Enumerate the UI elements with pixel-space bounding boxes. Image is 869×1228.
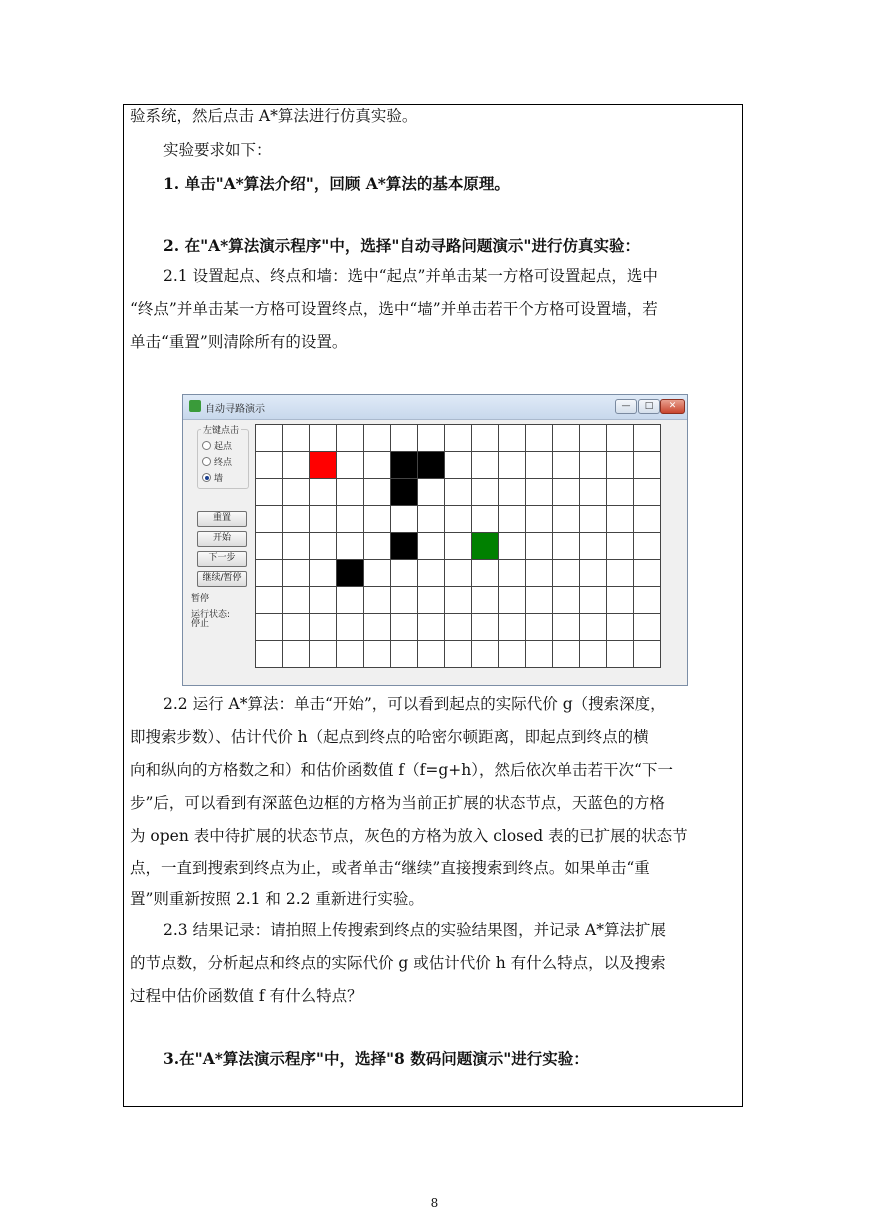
grid-cell[interactable] (472, 587, 499, 614)
grid-cell[interactable] (337, 506, 364, 533)
grid-cell[interactable] (364, 614, 391, 641)
grid-cell[interactable] (418, 560, 445, 587)
grid-cell[interactable] (337, 533, 364, 560)
grid-cell[interactable] (445, 641, 472, 668)
pathfinding-demo-window (182, 394, 688, 686)
step-2-2-line: 步”后，可以看到有深蓝色边框的方格为当前正扩展的状态节点，天蓝色的方格 (130, 794, 665, 812)
grid-cell[interactable] (580, 587, 607, 614)
grid-cell-end[interactable] (472, 533, 499, 560)
app-icon (189, 400, 201, 412)
grid-cell[interactable] (283, 452, 310, 479)
page-number: 8 (430, 1196, 439, 1210)
grid-cell[interactable] (310, 587, 337, 614)
grid-cell[interactable] (607, 587, 634, 614)
grid-cell[interactable] (445, 560, 472, 587)
grid-cell[interactable] (283, 614, 310, 641)
grid-cell[interactable] (310, 614, 337, 641)
grid-cell[interactable] (256, 479, 283, 506)
grid-cell[interactable] (580, 425, 607, 452)
radio-end-label: 终点 (214, 458, 233, 468)
radio-dot-icon (202, 441, 211, 450)
grid-cell[interactable] (391, 641, 418, 668)
radio-dot-icon (202, 457, 211, 466)
grid-cell-wall[interactable] (418, 452, 445, 479)
step-2-2-line: 即搜索步数）、估计代价 h（起点到终点的哈密尔顿距离，即起点到终点的横 (130, 728, 649, 746)
grid-cell[interactable] (337, 479, 364, 506)
grid-cell[interactable] (364, 641, 391, 668)
grid-cell[interactable] (472, 425, 499, 452)
pathfinding-grid[interactable] (255, 424, 661, 668)
grid-cell[interactable] (634, 479, 661, 506)
grid-cell[interactable] (580, 641, 607, 668)
grid-cell[interactable] (364, 560, 391, 587)
grid-cell[interactable] (580, 506, 607, 533)
grid-cell[interactable] (499, 506, 526, 533)
grid-cell[interactable] (310, 641, 337, 668)
grid-cell[interactable] (337, 452, 364, 479)
radio-dot-selected-icon (202, 473, 211, 482)
grid-cell[interactable] (580, 533, 607, 560)
grid-cell[interactable] (445, 452, 472, 479)
step-1-heading: 1. 单击"A*算法介绍"，回顾 A*算法的基本原理。 (163, 174, 510, 193)
grid-cell[interactable] (337, 614, 364, 641)
grid-cell[interactable] (310, 533, 337, 560)
grid-cell[interactable] (283, 479, 310, 506)
grid-cell[interactable] (526, 479, 553, 506)
grid-cell[interactable] (553, 452, 580, 479)
grid-cell[interactable] (391, 560, 418, 587)
run-status-value: 停止 (191, 619, 210, 629)
grid-cell[interactable] (607, 479, 634, 506)
grid-cell[interactable] (445, 587, 472, 614)
grid-cell[interactable] (526, 425, 553, 452)
grid-cell[interactable] (607, 614, 634, 641)
grid-cell[interactable] (634, 452, 661, 479)
grid-cell[interactable] (607, 560, 634, 587)
grid-cell[interactable] (607, 641, 634, 668)
step-2-2-line: 点，一直到搜索到终点为止，或者单击“继续”直接搜索到终点。如果单击“重 (130, 859, 650, 877)
radio-wall[interactable] (202, 471, 223, 484)
paragraph-intro: 验系统，然后点击 A*算法进行仿真实验。 (130, 107, 418, 125)
grid-cell[interactable] (283, 506, 310, 533)
grid-cell[interactable] (634, 533, 661, 560)
grid-cell[interactable] (391, 587, 418, 614)
grid-cell[interactable] (283, 560, 310, 587)
step-2-2-line: 置”则重新按照 2.1 和 2.2 重新进行实验。 (130, 890, 424, 908)
grid-cell[interactable] (391, 425, 418, 452)
grid-cell[interactable] (607, 506, 634, 533)
step-2-3-line: 过程中估价函数值 f 有什么特点？ (130, 987, 363, 1005)
grid-cell[interactable] (607, 425, 634, 452)
grid-cell[interactable] (553, 533, 580, 560)
grid-cell[interactable] (418, 533, 445, 560)
step-2-3-line: 2.3 结果记录：请拍照上传搜索到终点的实验结果图，并记录 A*算法扩展 (163, 921, 666, 939)
grid-cell[interactable] (526, 587, 553, 614)
grid-cell[interactable] (553, 479, 580, 506)
step-2-1-line: 单击“重置”则清除所有的设置。 (130, 333, 348, 351)
grid-cell[interactable] (283, 425, 310, 452)
grid-cell[interactable] (499, 425, 526, 452)
grid-cell[interactable] (472, 452, 499, 479)
step-2-2-line: 2.2 运行 A*算法：单击“开始”，可以看到起点的实际代价 g（搜索深度， (163, 695, 666, 713)
grid-cell[interactable] (256, 533, 283, 560)
grid-cell[interactable] (310, 479, 337, 506)
grid-cell[interactable] (472, 614, 499, 641)
grid-cell[interactable] (526, 533, 553, 560)
grid-cell[interactable] (310, 560, 337, 587)
step-2-3-line: 的节点数，分析起点和终点的实际代价 g 或估计代价 h 有什么特点，以及搜索 (130, 954, 666, 972)
window-title: 自动寻路演示 (205, 404, 265, 415)
grid-cell[interactable] (445, 425, 472, 452)
grid-cell[interactable] (337, 587, 364, 614)
grid-cell-wall[interactable] (337, 560, 364, 587)
grid-cell[interactable] (337, 641, 364, 668)
grid-cell[interactable] (634, 641, 661, 668)
grid-cell[interactable] (580, 560, 607, 587)
grid-cell[interactable] (445, 533, 472, 560)
click-mode-group (197, 426, 249, 489)
grid-cell[interactable] (499, 641, 526, 668)
grid-cell[interactable] (391, 506, 418, 533)
continue-pause-button[interactable]: 继续/暂停 (197, 571, 247, 587)
start-button[interactable]: 开始 (197, 531, 247, 547)
grid-cell[interactable] (607, 533, 634, 560)
grid-cell[interactable] (418, 587, 445, 614)
grid-cell[interactable] (256, 425, 283, 452)
grid-cell[interactable] (364, 506, 391, 533)
grid-cell[interactable] (553, 614, 580, 641)
step-2-heading: 2. 在"A*算法演示程序"中，选择"自动寻路问题演示"进行仿真实验： (163, 236, 641, 255)
grid-cell[interactable] (499, 587, 526, 614)
grid-cell[interactable] (634, 560, 661, 587)
minimize-icon[interactable]: — (615, 399, 637, 414)
grid-cell[interactable] (310, 425, 337, 452)
grid-cell[interactable] (499, 479, 526, 506)
paragraph-requirements: 实验要求如下： (163, 141, 272, 159)
grid-cell[interactable] (472, 560, 499, 587)
grid-cell[interactable] (553, 506, 580, 533)
grid-cell[interactable] (472, 479, 499, 506)
grid-cell[interactable] (418, 506, 445, 533)
step-3-heading: 3.在"A*算法演示程序"中，选择"8 数码问题演示"进行实验： (163, 1049, 589, 1068)
grid-cell-wall[interactable] (391, 479, 418, 506)
step-2-2-line: 向和纵向的方格数之和）和估价函数值 f（f=g+h），然后依次单击若干次“下一 (130, 761, 673, 779)
grid-cell[interactable] (364, 425, 391, 452)
grid-cell[interactable] (553, 560, 580, 587)
grid-cell[interactable] (526, 452, 553, 479)
grid-cell[interactable] (391, 614, 418, 641)
grid-cell[interactable] (472, 641, 499, 668)
grid-cell[interactable] (418, 425, 445, 452)
grid-cell-wall[interactable] (391, 533, 418, 560)
run-status-label: 运行状态: (191, 610, 231, 620)
grid-cell[interactable] (634, 425, 661, 452)
grid-cell[interactable] (364, 452, 391, 479)
grid-cell[interactable] (256, 641, 283, 668)
grid-cell[interactable] (445, 506, 472, 533)
next-step-button[interactable]: 下一步 (197, 551, 247, 567)
grid-cell[interactable] (553, 641, 580, 668)
grid-cell[interactable] (364, 479, 391, 506)
step-2-1-line: “终点”并单击某一方格可设置终点，选中“墙”并单击若干个方格可设置墙，若 (130, 300, 658, 318)
grid-cell[interactable] (256, 587, 283, 614)
grid-cell[interactable] (634, 614, 661, 641)
grid-cell[interactable] (580, 614, 607, 641)
grid-cell[interactable] (283, 533, 310, 560)
grid-cell[interactable] (364, 533, 391, 560)
grid-cell[interactable] (418, 614, 445, 641)
grid-cell[interactable] (526, 614, 553, 641)
grid-cell[interactable] (337, 425, 364, 452)
radio-start[interactable] (202, 439, 232, 452)
pause-label: 暂停 (191, 594, 210, 604)
grid-cell[interactable] (553, 425, 580, 452)
grid-cell[interactable] (445, 614, 472, 641)
grid-cell[interactable] (256, 506, 283, 533)
grid-cell[interactable] (418, 479, 445, 506)
grid-cell[interactable] (580, 479, 607, 506)
click-mode-label: 左键点击 (201, 423, 241, 436)
grid-cell[interactable] (283, 587, 310, 614)
grid-cell[interactable] (499, 533, 526, 560)
grid-cell[interactable] (472, 506, 499, 533)
step-2-2-line: 为 open 表中待扩展的状态节点，灰色的方格为放入 closed 表的已扩展的状态节 (130, 827, 688, 845)
grid-cell[interactable] (256, 614, 283, 641)
grid-cell[interactable] (580, 452, 607, 479)
radio-end[interactable] (202, 455, 232, 468)
grid-cell[interactable] (445, 479, 472, 506)
grid-cell[interactable] (607, 452, 634, 479)
grid-cell[interactable] (634, 587, 661, 614)
reset-button[interactable]: 重置 (197, 511, 247, 527)
grid-cell[interactable] (499, 614, 526, 641)
grid-cell[interactable] (499, 452, 526, 479)
grid-cell[interactable] (526, 506, 553, 533)
grid-cell[interactable] (256, 560, 283, 587)
grid-cell[interactable] (526, 560, 553, 587)
grid-cell-start[interactable] (310, 452, 337, 479)
maximize-icon[interactable]: □ (638, 399, 660, 414)
radio-wall-label: 墙 (214, 474, 224, 484)
grid-cell[interactable] (310, 506, 337, 533)
grid-cell[interactable] (553, 587, 580, 614)
close-icon[interactable]: ✕ (660, 399, 685, 414)
grid-cell[interactable] (418, 641, 445, 668)
grid-cell[interactable] (256, 452, 283, 479)
step-2-1-line: 2.1 设置起点、终点和墙：选中“起点”并单击某一方格可设置起点，选中 (163, 267, 658, 285)
grid-cell[interactable] (526, 641, 553, 668)
radio-start-label: 起点 (214, 442, 233, 452)
grid-cell[interactable] (364, 587, 391, 614)
grid-cell-wall[interactable] (391, 452, 418, 479)
grid-cell[interactable] (634, 506, 661, 533)
grid-cell[interactable] (283, 641, 310, 668)
grid-cell[interactable] (499, 560, 526, 587)
window-titlebar (183, 395, 687, 420)
